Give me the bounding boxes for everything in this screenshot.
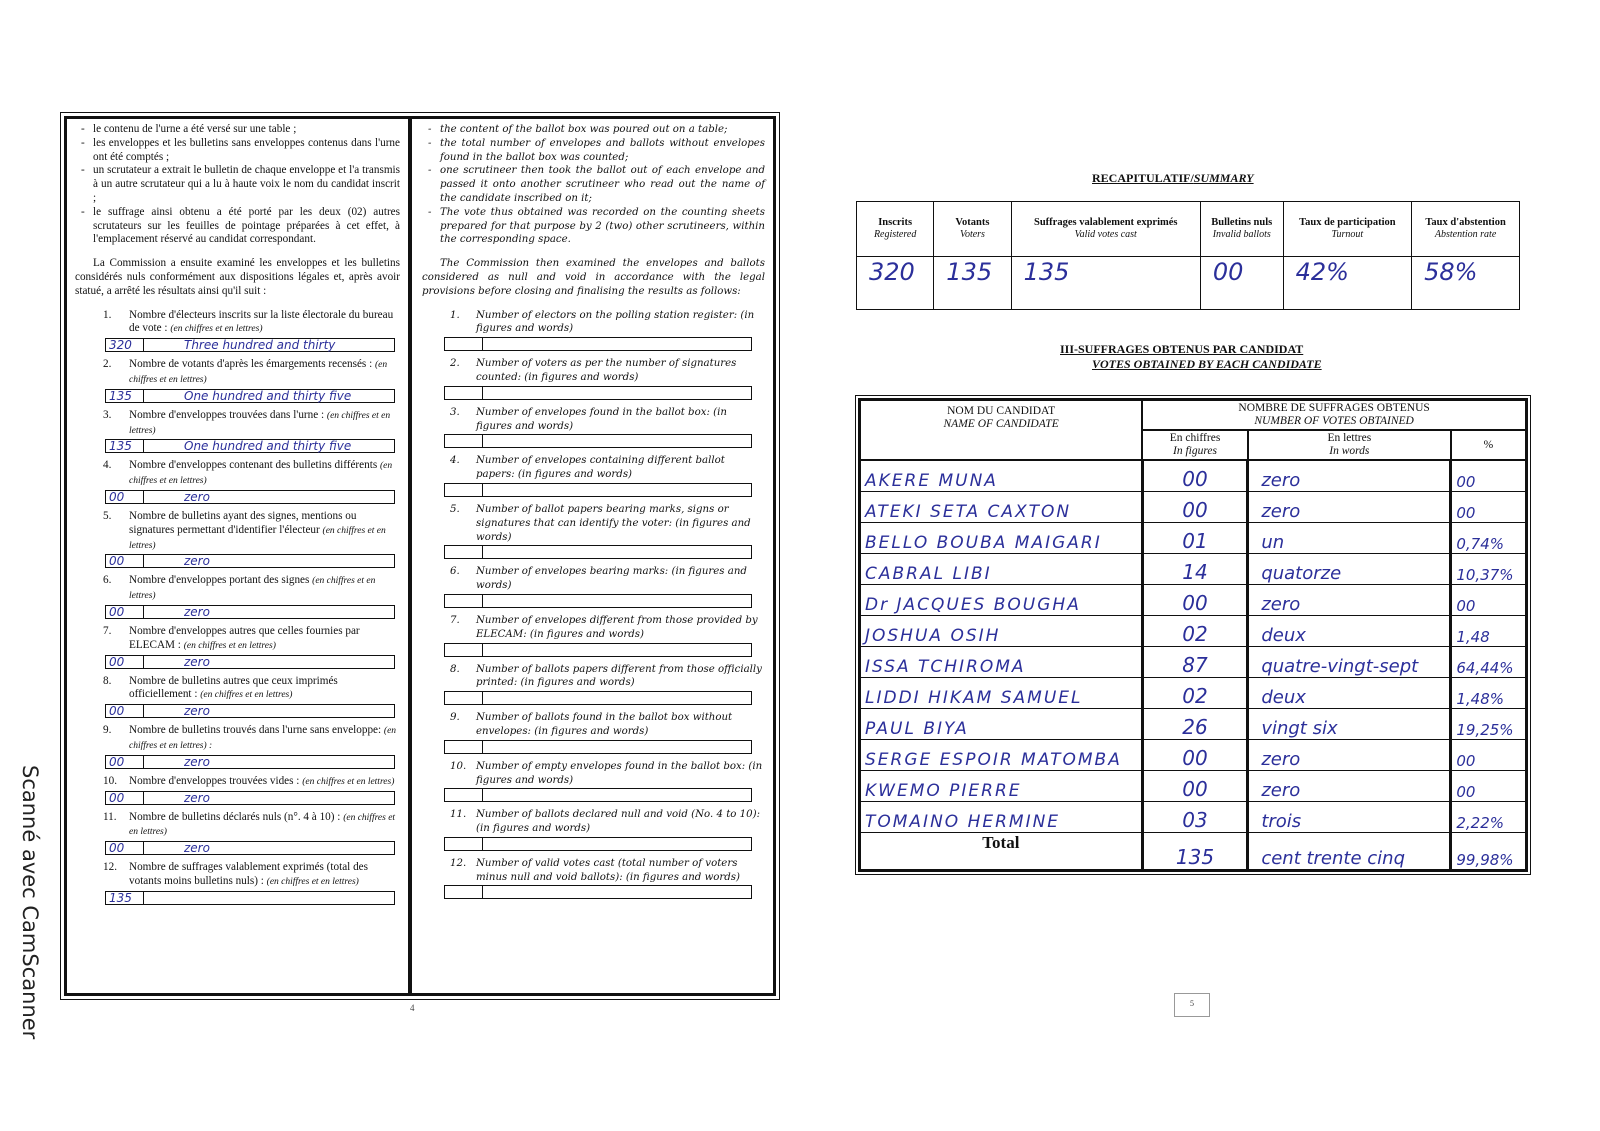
summary-table [856,201,1520,310]
figure-value[interactable] [445,484,483,496]
item-text: Nombre de bulletins autres que ceux imprimés officiellement : [129,674,338,701]
header-votes-fr: NOMBRE DE SUFFRAGES OBTENUS [1238,402,1430,414]
item-number: 1. [450,309,460,321]
figure-value[interactable]: 320 [106,339,144,351]
item-number: 5. [450,503,460,515]
french-column [67,119,411,993]
item-number: 9. [450,712,460,724]
english-item [422,857,765,900]
right-page-number: 5 [1174,993,1210,1017]
candidate-name: JOSHUA OSIH [860,616,1143,647]
english-item [422,454,765,497]
summary-header-en: Voters [959,229,985,240]
english-bullet: - the content of the ballot box was poured out on a table; [422,123,765,137]
answer-field[interactable] [444,545,752,559]
words-value[interactable] [483,692,751,704]
figure-value[interactable]: 00 [106,656,144,668]
summary-header-en: Registered [873,229,917,240]
item-hint: (en chiffres et en lettres) [129,410,391,436]
words-value[interactable]: zero [184,604,210,619]
words-value[interactable] [483,484,751,496]
french-item [75,625,400,669]
summary-value: 58% [1412,257,1520,310]
candidate-percent: 2,22% [1451,802,1527,833]
candidate-percent: 1,48% [1451,678,1527,709]
item-number: 5. [103,509,112,522]
candidate-votes-words: vingt six [1248,709,1451,740]
summary-header-fr: Bulletins nuls [1211,217,1273,228]
answer-field[interactable] [444,434,752,448]
words-value[interactable] [483,338,751,350]
candidate-votes-words: zero [1248,492,1451,523]
candidate-percent: 0,74% [1451,523,1527,554]
item-hint: (en chiffres et en lettres) [302,776,395,787]
left-page-number: 4 [410,1003,415,1013]
item-number: 11. [450,809,467,821]
words-value[interactable] [144,892,394,904]
figure-value[interactable]: 135 [106,390,144,402]
total-label: Total [860,833,1143,871]
figure-value[interactable] [445,789,483,801]
english-bullet: - one scrutineer then took the ballot out of each envelope and passed it onto another scrutineer who read out the name of the candidate inscribed on it; [422,164,765,205]
item-text: Nombre d'enveloppes autres que celles fournies par ELECAM : [129,624,360,651]
answer-field[interactable] [444,337,752,351]
candidate-name: ATEKI SETA CAXTON [860,492,1143,523]
summary-header-en: Abstention rate [1434,229,1497,240]
answer-field[interactable] [105,704,395,718]
candidate-row [860,460,1527,492]
figure-value[interactable] [445,595,483,607]
words-value[interactable]: zero [184,754,210,769]
item-number: 3. [103,408,112,421]
total-words: cent trente cinq [1248,833,1451,871]
candidate-votes-figure: 00 [1142,492,1248,523]
french-items [75,309,400,905]
figure-value[interactable] [445,886,483,898]
candidate-votes-figure: 00 [1142,585,1248,616]
summary-header-fr: Inscrits [878,217,913,228]
item-number: 10. [450,760,467,772]
words-value[interactable]: zero [184,841,210,856]
summary-header-en: Valid votes cast [1074,229,1137,240]
candidate-row [860,554,1527,585]
summary-header [934,202,1011,257]
french-bullet: - un scrutateur a extrait le bulletin de chaque enveloppe et l'a transmis à un autre scrutateur qui a lu à haute voix le nom du candidat inscrit ; [75,164,400,205]
item-number: 10. [103,774,117,787]
candidate-row [860,492,1527,523]
item-text: Nombre d'électeurs inscrits sur la liste électorale du bureau de vote : [129,308,394,335]
summary-value: 42% [1283,257,1412,310]
candidate-votes-figure: 02 [1142,616,1248,647]
answer-field[interactable] [444,594,752,608]
english-bullet: - the total number of envelopes and ballots without envelopes found in the ballot box was counted; [422,137,765,165]
candidate-name: TOMAINO HERMINE [860,802,1143,833]
left-page-frame [64,116,776,996]
candidate-row [860,802,1527,833]
french-paragraph: La Commission a ensuite examiné les enveloppes et les bulletins considérés nuls conformément aux dispositions légales et, après avoir statué, a arrêté les résultats ainsi qu'il suit : [75,257,400,297]
words-value[interactable] [483,387,751,399]
candidate-votes-words: zero [1248,771,1451,802]
candidate-row [860,740,1527,771]
header-name-fr: NOM DU CANDIDAT [947,405,1056,417]
words-value[interactable]: zero [184,554,210,569]
candidate-votes-figure: 02 [1142,678,1248,709]
item-hint: (en chiffres et en lettres) [183,640,276,651]
answer-field[interactable] [444,837,752,851]
english-item [422,503,765,559]
answer-field[interactable] [444,788,752,802]
candidate-name: ISSA TCHIROMA [860,647,1143,678]
figure-value[interactable] [445,435,483,447]
words-value[interactable] [483,789,751,801]
summary-title-en: SUMMARY [1193,171,1254,185]
candidate-percent: 00 [1451,771,1527,802]
camscanner-watermark: Scanné avec CamScanner [18,765,42,1040]
words-value[interactable]: zero [184,790,210,805]
answer-field[interactable] [105,891,395,905]
candidate-votes-words: zero [1248,460,1451,492]
candidate-name: KWEMO PIERRE [860,771,1143,802]
item-text: Number of electors on the polling station register: (in figures and words) [476,309,755,335]
candidate-votes-figure: 14 [1142,554,1248,585]
item-text: Number of envelopes different from those provided by ELECAM: (in figures and words) [476,614,758,640]
candidate-votes-words: quatorze [1248,554,1451,585]
french-item [75,811,400,856]
english-item [422,808,765,851]
header-candidate-name [860,400,1143,461]
item-text: Number of empty envelopes found in the ballot box: (in figures and words) [476,760,763,786]
candidate-percent: 00 [1451,460,1527,492]
words-value[interactable]: One hundred and thirty five [184,388,352,403]
candidate-percent: 00 [1451,740,1527,771]
french-item [75,574,400,619]
item-number: 4. [450,455,460,467]
item-text: Nombre de suffrages valablement exprimés (total des votants moins bulletins nuls) : [129,861,369,887]
figure-value[interactable]: 00 [106,792,144,804]
candidate-percent: 10,37% [1451,554,1527,585]
candidate-percent: 1,48 [1451,616,1527,647]
candidate-votes-words: deux [1248,678,1451,709]
item-text: Number of ballots found in the ballot box without envelopes: (in figures and words) [476,712,733,737]
total-figure: 135 [1142,833,1248,871]
answer-field[interactable] [105,791,395,805]
summary-header [1011,202,1200,257]
words-value[interactable] [483,595,751,607]
candidate-votes-figure: 00 [1142,771,1248,802]
answer-field[interactable] [444,386,752,400]
candidate-row [860,678,1527,709]
candidate-row [860,585,1527,616]
candidate-row [860,709,1527,740]
english-item [422,565,765,608]
item-number: 8. [450,663,460,675]
candidate-votes-figure: 03 [1142,802,1248,833]
col-fig-fr: En chiffres [1169,432,1221,444]
item-number: 1. [103,308,112,321]
candidate-row [860,523,1527,554]
answer-field[interactable] [105,605,395,619]
summary-header-fr: Taux d'abstention [1425,217,1506,228]
figure-value[interactable] [445,644,483,656]
french-item [75,459,400,504]
summary-header [857,202,934,257]
english-paragraph: The Commission then examined the envelopes and ballots considered as null and void in accordance with the legal provisions before closing and finalising the results as follows: [422,258,765,297]
answer-field[interactable] [105,389,395,403]
candidate-percent: 00 [1451,585,1527,616]
english-column [411,119,773,993]
total-percent: 99,98% [1451,833,1527,871]
header-percent: % [1451,430,1527,460]
item-number: 9. [103,724,112,737]
item-text: Number of envelopes bearing marks: (in figures and words) [476,566,747,592]
total-row [860,833,1527,871]
header-in-figures [1142,430,1248,460]
votes-title-fr: III-SUFFRAGES OBTENUS PAR CANDIDAT [1060,342,1304,356]
item-hint: (en chiffres et en lettres) [266,876,359,887]
item-number: 2. [103,358,112,371]
summary-header-fr: Votants [955,217,990,228]
words-value[interactable]: zero [184,654,210,669]
candidate-votes-figure: 87 [1142,647,1248,678]
french-bullet: - le contenu de l'urne a été versé sur une table ; [75,123,400,137]
figure-value[interactable]: 00 [106,705,144,717]
item-number: 7. [103,624,112,637]
candidate-name: CABRAL LIBI [860,554,1143,585]
answer-field[interactable] [444,885,752,899]
english-item [422,614,765,657]
summary-header [1412,202,1520,257]
words-value[interactable]: Three hundred and thirty [184,338,336,353]
item-text: Number of valid votes cast (total number of voters minus null and void ballots): (in figures and words) [476,857,741,883]
item-text: Number of envelopes found in the ballot box: (in figures and words) [476,406,727,432]
english-item [422,760,765,803]
figure-value[interactable]: 00 [106,842,144,854]
item-number: 6. [103,574,112,587]
candidate-votes-figure: 26 [1142,709,1248,740]
item-number: 4. [103,459,112,472]
french-item [75,510,400,568]
col-words-en: In words [1329,445,1370,457]
candidate-percent: 00 [1451,492,1527,523]
figure-value[interactable]: 00 [106,555,144,567]
item-text: Number of ballot papers bearing marks, signs or signatures that can identify the voter: (in figures and words) [476,503,751,543]
votes-section-title [1060,342,1322,372]
item-number: 12. [103,861,117,874]
words-value[interactable] [483,741,751,753]
answer-field[interactable] [444,643,752,657]
answer-field[interactable] [105,554,395,568]
french-item [75,358,400,403]
words-value[interactable] [483,546,751,558]
french-bullet: - les enveloppes et les bulletins sans enveloppes contenus dans l'urne ont été comptés ; [75,137,400,165]
item-number: 6. [450,566,460,578]
header-votes-obtained [1142,400,1526,431]
summary-header-en: Turnout [1331,229,1364,240]
item-text: Nombre de votants d'après les émargements recensés : [129,358,373,371]
figure-value[interactable]: 00 [106,606,144,618]
summary-value: 135 [934,257,1011,310]
english-procedure-list [422,123,765,247]
candidate-votes-words: quatre-vingt-sept [1248,647,1451,678]
candidate-name: SERGE ESPOIR MATOMBA [860,740,1143,771]
candidate-name: BELLO BOUBA MAIGARI [860,523,1143,554]
summary-value: 135 [1011,257,1200,310]
votes-title-en: VOTES OBTAINED BY EACH CANDIDATE [1092,357,1322,371]
answer-field[interactable] [105,755,395,769]
answer-field[interactable] [444,483,752,497]
words-value[interactable] [483,435,751,447]
figure-value[interactable]: 00 [106,491,144,503]
item-text: Number of envelopes containing different ballot papers: (in figures and words) [476,455,725,481]
answer-field[interactable] [105,490,395,504]
candidate-votes-words: zero [1248,740,1451,771]
item-number: 7. [450,614,460,626]
answer-field[interactable] [105,439,395,453]
item-text: Number of voters as per the number of signatures counted: (in figures and words) [476,358,737,383]
item-number: 12. [450,857,467,869]
candidate-votes-words: deux [1248,616,1451,647]
item-text: Nombre d'enveloppes trouvées vides : [129,774,300,787]
candidate-name: AKERE MUNA [860,460,1143,492]
candidate-row [860,616,1527,647]
answer-field[interactable] [105,338,395,352]
header-name-en: NAME OF CANDIDATE [943,418,1059,430]
words-value[interactable] [483,644,751,656]
english-bullet: - The vote thus obtained was recorded on the counting sheets prepared for that purpose by 2 (two) other scrutineers, within the corresponding space. [422,206,765,247]
figure-value[interactable] [445,692,483,704]
french-procedure-list [75,123,400,247]
french-item [75,675,400,719]
header-in-words [1248,430,1451,460]
item-text: Nombre d'enveloppes trouvées dans l'urne : [129,408,325,421]
item-number: 2. [450,358,460,370]
figure-value[interactable] [445,546,483,558]
english-item [422,406,765,449]
item-text: Nombre de bulletins ayant des signes, mentions ou signatures permettant d'identifier l'électeur [129,509,357,536]
words-value[interactable] [483,886,751,898]
summary-header-fr: Suffrages valablement exprimés [1034,217,1178,228]
answer-field[interactable] [444,691,752,705]
candidate-name: Dr JACQUES BOUGHA [860,585,1143,616]
french-bullet: - le suffrage ainsi obtenu a été porté par les deux (02) autres scrutateurs sur les feuilles de pointage préparées à cet effet, à l'emplacement réservé au candidat correspondant. [75,206,400,247]
summary-title [1092,171,1254,186]
item-hint: (en chiffres et en lettres) [129,360,388,385]
candidate-votes-figure: 01 [1142,523,1248,554]
item-hint: (en chiffres et en lettres) : [129,726,397,751]
answer-field[interactable] [105,841,395,855]
figure-value[interactable]: 00 [106,756,144,768]
summary-header-en: Invalid ballots [1212,229,1271,240]
candidate-votes-figure: 00 [1142,460,1248,492]
header-votes-en: NUMBER OF VOTES OBTAINED [1254,415,1414,427]
candidate-votes-table [858,398,1528,872]
candidate-name: PAUL BIYA [860,709,1143,740]
summary-header-fr: Taux de participation [1299,217,1396,228]
item-text: Nombre de bulletins trouvés dans l'urne sans enveloppe: [129,724,382,737]
figure-value[interactable] [445,838,483,850]
item-hint: (en chiffres et en lettres) [129,576,376,602]
figure-value[interactable] [445,387,483,399]
item-hint: (en chiffres et en lettres) [170,324,263,335]
item-text: Nombre d'enveloppes contenant des bulletins différents [129,459,378,472]
item-hint: (en chiffres et en lettres) [129,812,396,838]
candidate-votes-words: trois [1248,802,1451,833]
french-item [75,724,400,769]
english-items [422,309,765,900]
item-hint: (en chiffres et en lettres) [200,690,293,701]
candidate-percent: 64,44% [1451,647,1527,678]
french-item [75,309,400,353]
figure-value[interactable] [445,741,483,753]
candidate-votes-words: zero [1248,585,1451,616]
words-value[interactable]: zero [184,489,210,504]
summary-title-fr: RECAPITULATIF/ [1092,171,1194,185]
answer-field[interactable] [105,655,395,669]
item-text: Number of ballots papers different from those officially printed: (in figures and words) [476,663,762,689]
item-number: 11. [103,810,117,823]
item-number: 8. [103,674,112,687]
col-words-fr: En lettres [1327,432,1372,444]
figure-value[interactable] [445,338,483,350]
summary-value: 320 [857,257,934,310]
candidate-row [860,771,1527,802]
item-hint: (en chiffres et en lettres) [129,525,386,551]
candidate-row [860,647,1527,678]
candidate-votes-figure: 00 [1142,740,1248,771]
figure-value[interactable]: 135 [106,440,144,452]
item-text: Nombre de bulletins déclarés nuls (n°. 4 à 10) : [129,810,341,823]
figure-value[interactable]: 135 [106,892,144,904]
candidate-name: LIDDI HIKAM SAMUEL [860,678,1143,709]
item-number: 3. [450,406,460,418]
english-item [422,711,765,754]
words-value[interactable]: One hundred and thirty five [184,439,352,454]
french-item [75,861,400,905]
words-value[interactable]: zero [184,704,210,719]
french-item [75,409,400,454]
words-value[interactable] [483,838,751,850]
item-hint: (en chiffres et en lettres) [129,461,393,487]
summary-value: 00 [1200,257,1283,310]
col-fig-en: In figures [1173,445,1218,457]
candidate-votes-words: un [1248,523,1451,554]
candidate-percent: 19,25% [1451,709,1527,740]
item-text: Number of ballots declared null and void (No. 4 to 10): (in figures and words) [476,809,761,835]
answer-field[interactable] [444,740,752,754]
item-text: Nombre d'enveloppes portant des signes [129,574,310,587]
english-item [422,357,765,400]
english-item [422,309,765,352]
french-item [75,775,400,805]
summary-header [1283,202,1412,257]
summary-header [1200,202,1283,257]
english-item [422,663,765,706]
